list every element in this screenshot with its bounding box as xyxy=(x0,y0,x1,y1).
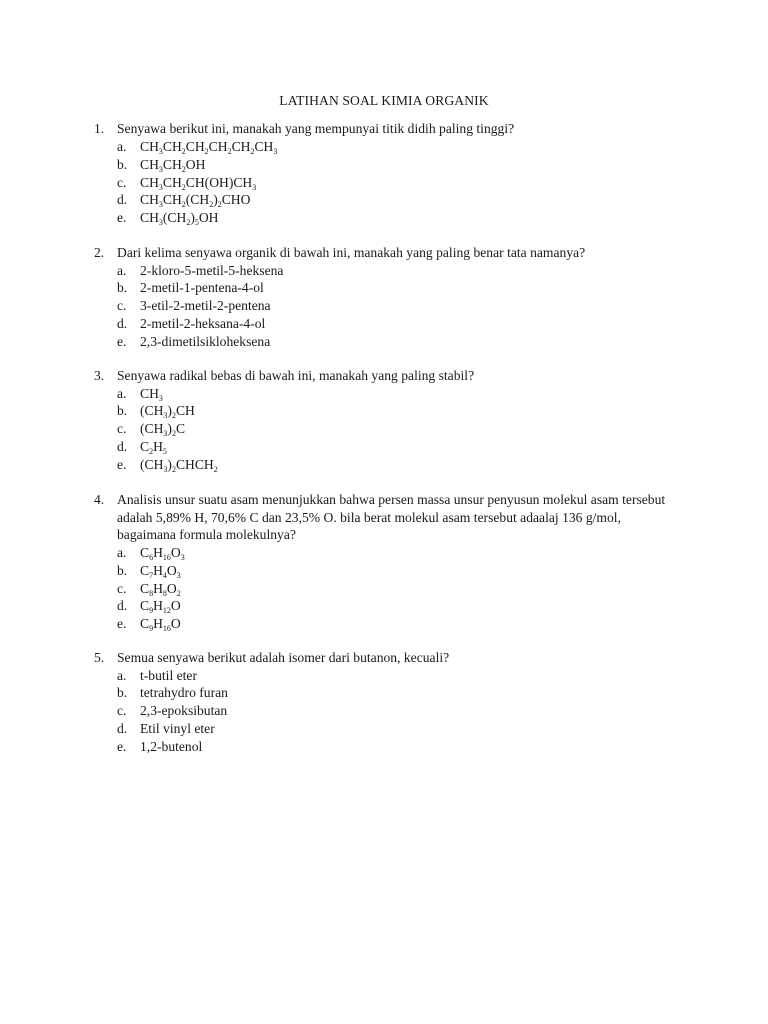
option-text: $C_8H_8O_2$ xyxy=(140,580,181,598)
option-letter: c. xyxy=(117,174,127,190)
option-letter: d. xyxy=(117,720,128,736)
option-letter: e. xyxy=(117,616,127,631)
answer-option xyxy=(117,456,677,474)
answer-option xyxy=(117,138,677,156)
answer-option xyxy=(117,262,677,280)
option-text: 2-kloro-5-metil-5-heksena xyxy=(140,262,284,278)
question-number: 1. xyxy=(94,121,105,136)
question-text: Semua senyawa berikut adalah isomer dari butanon, kecuali? xyxy=(117,650,450,665)
option-letter: d. xyxy=(117,192,128,208)
option-text: 3-etil-2-metil-2-pentena xyxy=(140,298,271,313)
answer-option xyxy=(117,209,677,227)
option-letter: c. xyxy=(117,703,127,718)
question-text: Senyawa berikut ini, manakah yang mempunyai titik didih paling tinggi? xyxy=(117,121,515,136)
option-text: $C_2H_5$ xyxy=(140,438,167,456)
option-text: $(CH_3)_2CHCH_2$ xyxy=(140,456,218,474)
option-letter: a. xyxy=(117,262,127,278)
option-letter: d. xyxy=(117,315,128,331)
question-text: Analisis unsur suatu asam menunjukkan bahwa persen massa unsur penyusun molekul asam tersebut adalah 5,89% H, 70,6% C dan 23,5% O. bila berat molekul asam tersebut adaalaj 136 g/mol, bagaimana formula molekulnya? xyxy=(117,492,666,542)
answer-option xyxy=(117,544,677,562)
option-letter: b. xyxy=(117,685,128,701)
option-letter: e. xyxy=(117,333,127,349)
question-number: 4. xyxy=(94,492,105,507)
option-text: $CH_3CH_2CH(OH)CH_3$ xyxy=(140,174,257,192)
option-text: $C_7H_4O_3$ xyxy=(140,562,181,580)
option-text: $C_6H_{16}O_3$ xyxy=(140,545,185,562)
option-text: 2-metil-2-heksana-4-ol xyxy=(140,315,266,331)
answer-option xyxy=(117,684,677,702)
answer-option xyxy=(117,720,677,738)
answer-option xyxy=(117,156,677,174)
option-text: 2,3-dimetilsikloheksena xyxy=(140,333,271,349)
option-text: tetrahydro furan xyxy=(140,685,228,701)
option-letter: a. xyxy=(117,667,127,683)
option-text: $CH_3(CH_2)_5OH$ xyxy=(140,210,219,227)
option-letter: e. xyxy=(117,456,127,472)
option-letter: d. xyxy=(117,598,128,614)
option-text: $CH_3CH_2(CH_2)_2CHO$ xyxy=(140,192,251,210)
option-letter: b. xyxy=(117,156,128,172)
answer-option xyxy=(117,385,677,403)
option-list xyxy=(117,138,677,227)
question-number: 2. xyxy=(94,245,105,260)
option-letter: b. xyxy=(117,562,128,578)
option-list xyxy=(117,385,677,474)
answer-option xyxy=(117,580,677,598)
answer-option xyxy=(117,297,677,315)
option-letter: a. xyxy=(117,385,127,401)
option-letter: a. xyxy=(117,545,127,560)
answer-option xyxy=(117,438,677,456)
option-text: $CH_3$ xyxy=(140,385,163,403)
answer-option xyxy=(117,702,677,720)
answer-option xyxy=(117,191,677,209)
option-letter: c. xyxy=(117,421,127,436)
answer-option xyxy=(117,667,677,685)
answer-option xyxy=(117,333,677,351)
option-text: t-butil eter xyxy=(140,667,197,683)
option-list xyxy=(117,667,677,756)
option-text: 2-metil-1-pentena-4-ol xyxy=(140,280,264,296)
option-letter: a. xyxy=(117,139,127,154)
option-text: $(CH_3)_2CH$ xyxy=(140,403,195,421)
answer-option xyxy=(117,315,677,333)
option-text: $(CH_3)_2C$ xyxy=(140,421,186,438)
option-list xyxy=(117,544,677,633)
answer-option xyxy=(117,597,677,615)
option-letter: b. xyxy=(117,403,128,419)
option-text: $CH_3CH_2CH_2CH_2CH_2CH_3$ xyxy=(140,139,278,156)
option-text: 1,2-butenol xyxy=(140,738,203,754)
option-letter: c. xyxy=(117,298,127,313)
option-list xyxy=(117,262,677,351)
question-number: 3. xyxy=(94,368,105,383)
answer-option xyxy=(117,174,677,192)
option-text: $C_9H_{16}O$ xyxy=(140,616,181,633)
answer-option xyxy=(117,420,677,438)
option-text: Etil vinyl eter xyxy=(140,720,215,736)
option-letter: e. xyxy=(117,210,127,225)
option-letter: d. xyxy=(117,438,128,454)
answer-option xyxy=(117,615,677,633)
question-text: Senyawa radikal bebas di bawah ini, manakah yang paling stabil? xyxy=(117,368,475,383)
answer-option xyxy=(117,738,677,756)
option-text: $CH_3CH_2OH$ xyxy=(140,156,206,174)
question-text: Dari kelima senyawa organik di bawah ini, manakah yang paling benar tata namanya? xyxy=(117,245,586,260)
answer-option xyxy=(117,402,677,420)
option-letter: e. xyxy=(117,738,127,754)
option-text: 2,3-epoksibutan xyxy=(140,703,228,718)
option-letter: b. xyxy=(117,280,128,296)
question-number: 5. xyxy=(94,650,105,665)
document-title: LATIHAN SOAL KIMIA ORGANIK xyxy=(279,93,489,108)
option-letter: c. xyxy=(117,580,127,596)
answer-option xyxy=(117,279,677,297)
answer-option xyxy=(117,562,677,580)
option-text: $C_9H_{12}O$ xyxy=(140,598,181,616)
